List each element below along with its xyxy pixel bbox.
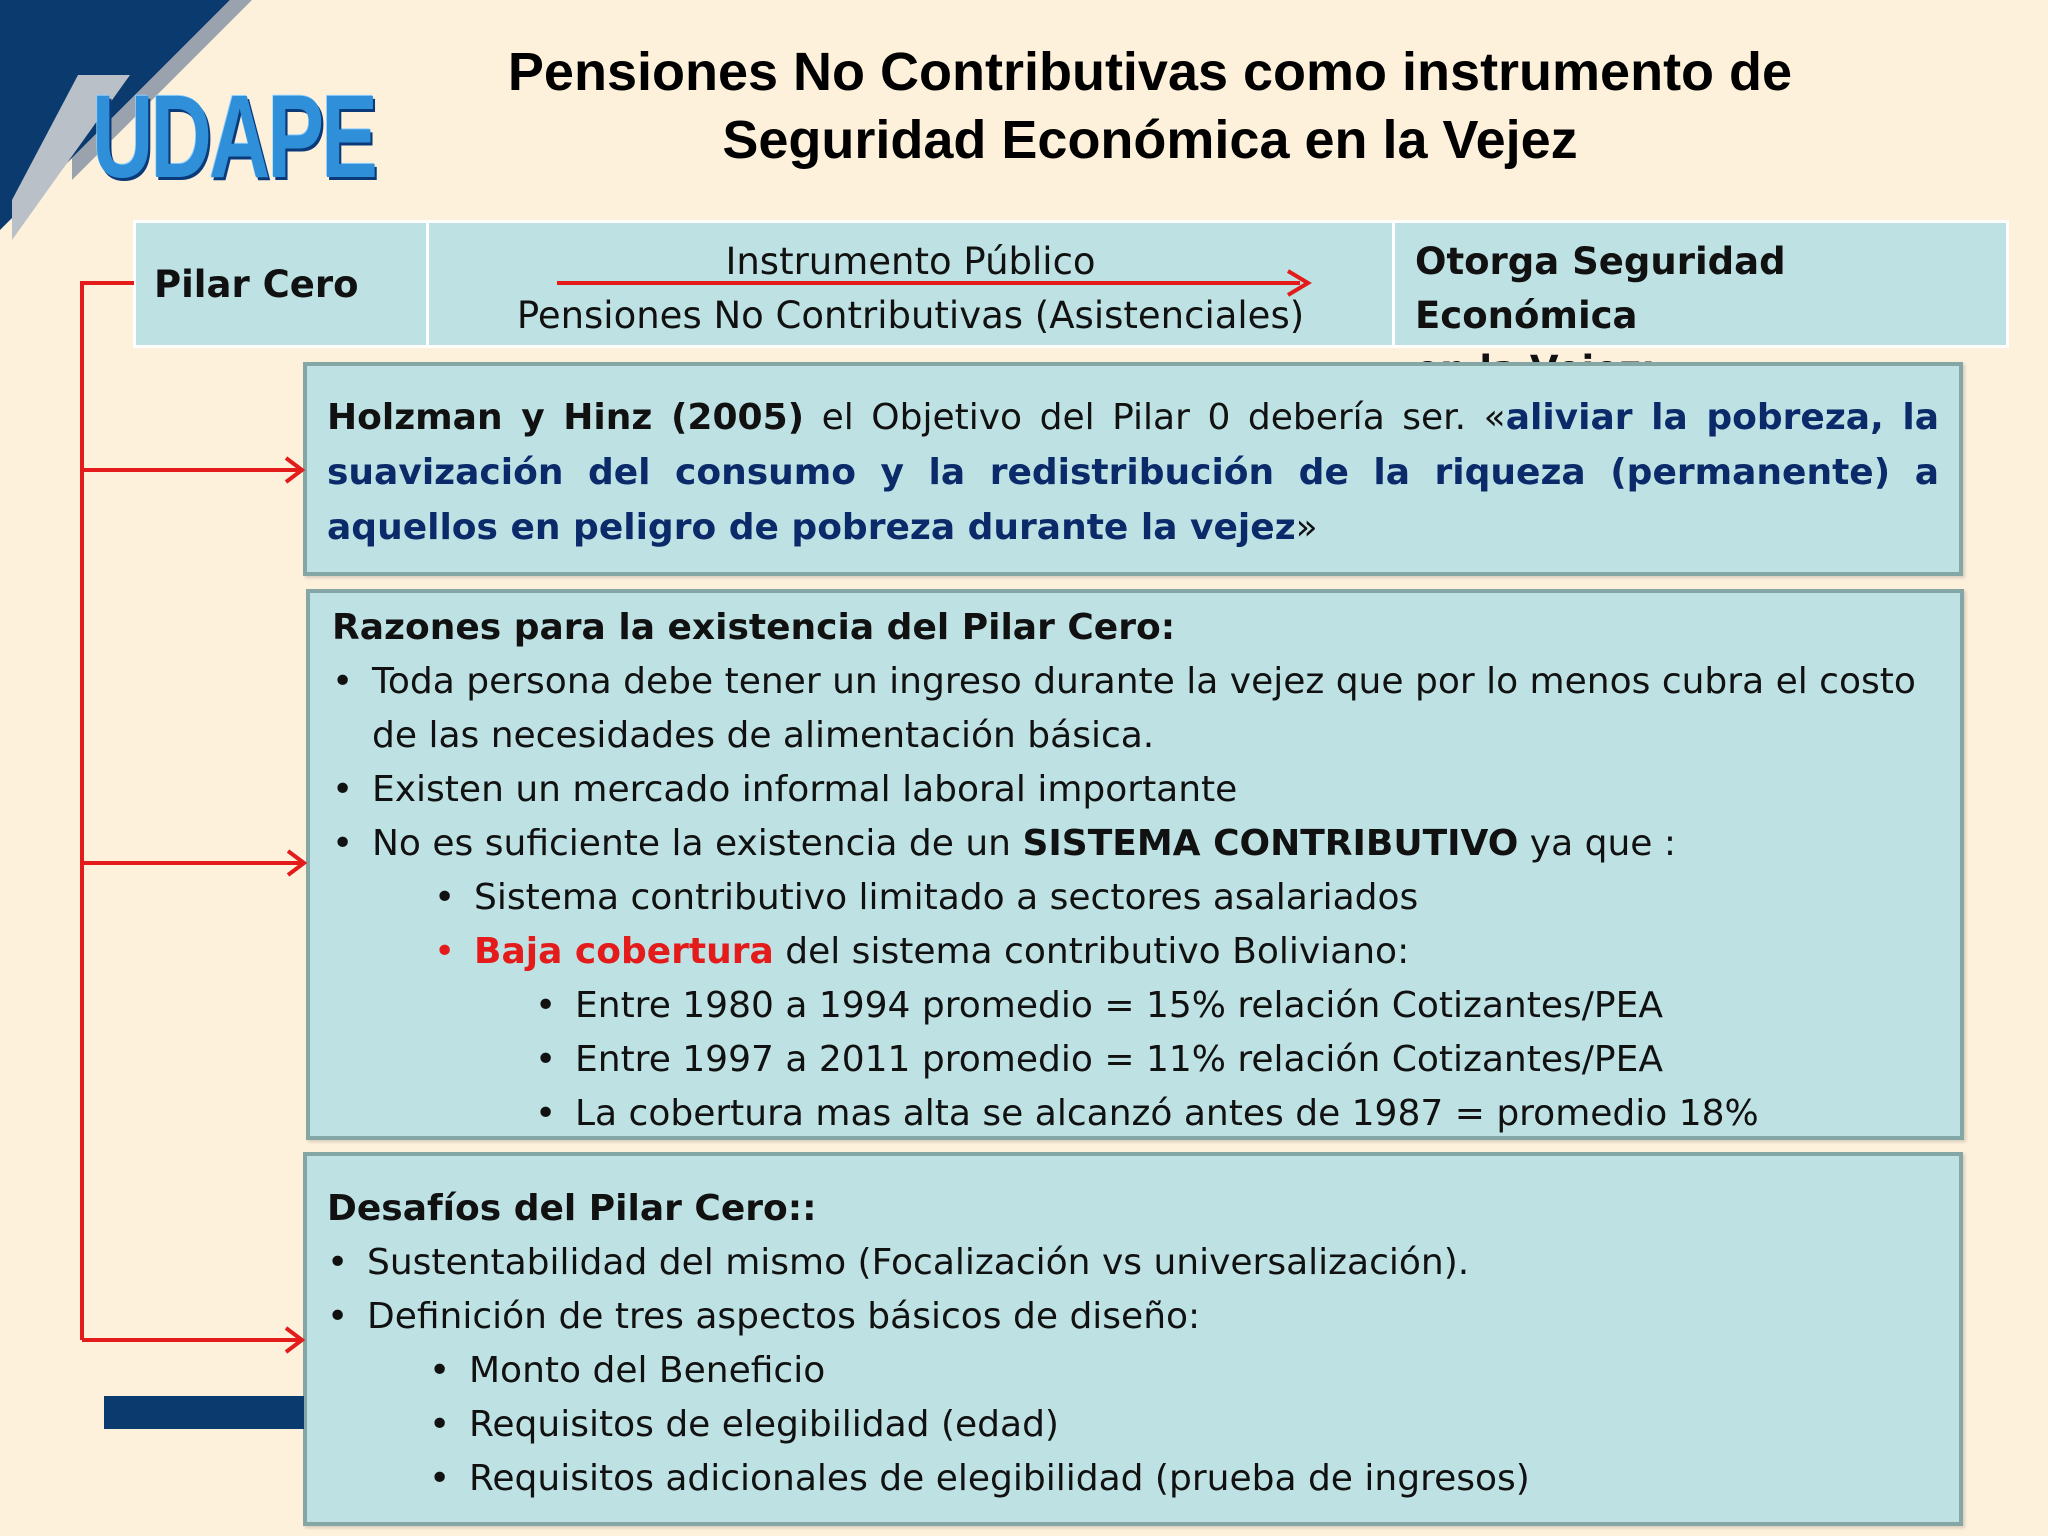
- goal-line-1: Otorga Seguridad Económica: [1415, 240, 1786, 337]
- pillar-label: Pilar Cero: [154, 262, 359, 306]
- objective-close: »: [1295, 507, 1318, 548]
- coverage-item-1: • Entre 1980 a 1994 promedio = 15% relación Cotizantes/PEA: [332, 979, 1940, 1033]
- reason-item-2: • Existen un mercado informal laboral importante: [332, 763, 1940, 817]
- bullet-icon: •: [434, 877, 456, 918]
- challenges-heading: Desafíos del Pilar Cero::: [327, 1188, 817, 1229]
- instrument-line-1: Instrumento Público: [725, 240, 1096, 283]
- bullet-icon: •: [535, 985, 557, 1026]
- bullet-icon: •: [535, 1093, 557, 1134]
- challenge-sub-3: • Requisitos adicionales de elegibilidad (prueba de ingresos): [327, 1452, 1939, 1506]
- objective-lead: el Objetivo del Pilar 0 debería ser. «: [804, 397, 1506, 438]
- bullet-icon: •: [332, 661, 354, 702]
- coverage-item-2: • Entre 1997 a 2011 promedio = 11% relación Cotizantes/PEA: [332, 1033, 1940, 1087]
- bullet-icon: •: [429, 1350, 451, 1391]
- objective-author: Holzman y Hinz (2005): [327, 397, 805, 438]
- reason-item-1: • Toda persona debe tener un ingreso durante la vejez que por lo menos cubra el costo de las necesidades de alimentación básica.: [332, 655, 1940, 763]
- reason-item-3: • No es suficiente la existencia de un SISTEMA CONTRIBUTIVO ya que :: [332, 817, 1940, 871]
- coverage-item-3: • La cobertura mas alta se alcanzó antes de 1987 = promedio 18%: [332, 1087, 1940, 1141]
- challenge-sub-1: • Monto del Beneficio: [327, 1344, 1939, 1398]
- bullet-icon: •: [327, 1242, 349, 1283]
- title-line-1: Pensiones No Contributivas como instrumento de: [507, 42, 1793, 102]
- reason-sub-1: • Sistema contributivo limitado a sectores asalariados: [332, 871, 1940, 925]
- bullet-icon: •: [332, 823, 354, 864]
- challenge-item-1: • Sustentabilidad del mismo (Focalización vs universalización).: [327, 1236, 1939, 1290]
- bullet-icon: •: [429, 1458, 451, 1499]
- reason-sub-2: • Baja cobertura del sistema contributivo Boliviano:: [332, 925, 1940, 979]
- reasons-heading: Razones para la existencia del Pilar Cero:: [332, 607, 1176, 648]
- red-bullet-icon: •: [434, 931, 456, 972]
- bullet-icon: •: [535, 1039, 557, 1080]
- connector-trunk: [82, 283, 134, 1340]
- challenge-sub-2: • Requisitos de elegibilidad (edad): [327, 1398, 1939, 1452]
- bullet-icon: •: [327, 1296, 349, 1337]
- bullet-icon: •: [332, 769, 354, 810]
- bullet-icon: •: [429, 1404, 451, 1445]
- title-line-2: Seguridad Económica en la Vejez: [722, 110, 1578, 170]
- udape-logo: UDAPE: [92, 71, 376, 203]
- challenge-item-2: • Definición de tres aspectos básicos de diseño:: [327, 1290, 1939, 1344]
- objective-quote: aliviar la pobreza, la suavización del consumo y la redistribución de la riqueza (permanente) a aquellos en peligro de pobreza durante la vejez: [327, 397, 1940, 548]
- instrument-line-2: Pensiones No Contributivas (Asistenciales): [516, 294, 1305, 337]
